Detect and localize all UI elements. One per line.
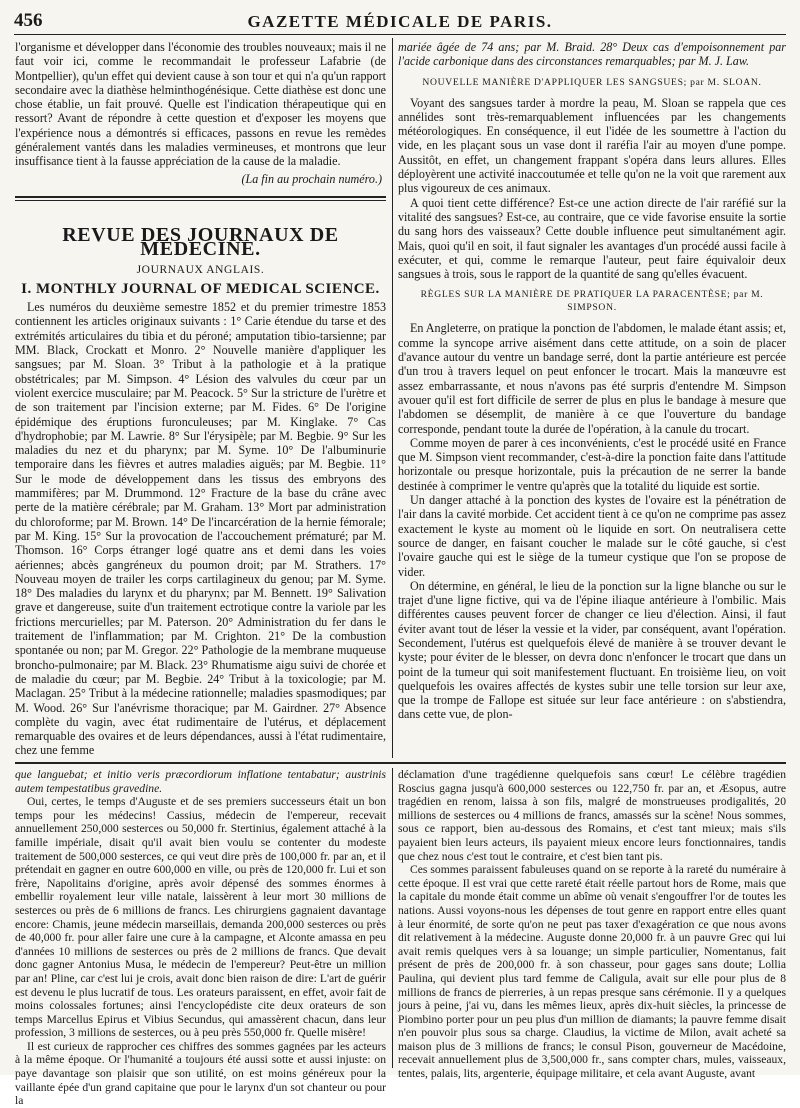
- journal-masthead: GAZETTE MÉDICALE DE PARIS.: [247, 12, 553, 31]
- column-divider: [392, 768, 393, 1068]
- revue-title: REVUE DES JOURNAUX DE MÉDECINE.: [62, 224, 339, 261]
- latin-quote: que languebat; et initio veris præcordiorum inflatione tentabatur; austrinis autem tempestatibus gravedine.: [15, 768, 386, 795]
- feuilleton-left: [15, 768, 386, 1108]
- journal-section-title: I. MONTHLY JOURNAL OF MEDICAL SCIENCE.: [21, 280, 380, 297]
- column-divider: [392, 38, 393, 758]
- sangsues-paragraph: Voyant des sangsues tarder à mordre la peau, M. Sloan se rappela que ces annélides sont très-remarquablement influencées par les changements météorologiques. En conséquence, il eut l'idée de les soumettre à l'action du vide, en les plaçant sous un vase dont il raréfia l'air au moyen d'une pompe. Aussitôt, en effet, un changement frappant s'opéra dans leurs allures. Elles déployèrent une activité inaccoutumée et telle qu'on ne la voit que rarement aux plus vigoureux de ces animaux.: [398, 95, 786, 196]
- continuation-note: (La fin au prochain numéro.): [241, 171, 382, 186]
- section-rule: [15, 196, 386, 198]
- right-column: [398, 40, 786, 756]
- feuilleton-paragraph: Ces sommes paraissent fabuleuses quand on se reporte à la rareté du numéraire à cette époque. Il est vrai que cette rareté était réelle partout hors de Rome, mais que la capitale du monde était comme un abîme où venait s'engouffrer l'or de toutes les nations. Aussi voyons-nous les dépenses de tout genre en rapport entre elles quant à leur énormité, de sorte qu'on ne peut pas taxer d'exagération ce que nous avons dit relativement à la médecine. Auguste donne 20,000 fr. à un pauvre Grec qui lui avait remis quelques vers à sa louange; un simple particulier, Nomentanus, fait présent de près de 200,000 fr. à son chasseur, pour gages sans doute; Lollia Paulina, qui devient plus tard femme de Caligula, avait sur elle pour plus de 8 millions de francs de pierreries, à un repas presque sans cérémonie. Il y a quelques jours à peine, j'ai vu, dans les mêmes lieux, après dix-huit siècles, la princesse de Piombino porter pour un peu plus d'un million de diamants; la pauvre femme disait n'en pouvoir plus sous sa charge. Claudius, la victime de Milon, avait acheté sa maison plus de 3 millions de francs; le consul Pison, gouverneur de Macédoine, recevait annuellement plus de 3,500,000 fr., sans compter chars, mules, vaisseaux, tentes, palais, lits, argenterie, équipage militaire, et cela avant Auguste, avant: [398, 863, 786, 1081]
- revue-subtitle: JOURNAUX ANGLAIS.: [136, 263, 265, 276]
- paracentese-paragraph: En Angleterre, on pratique la ponction de l'abdomen, le malade étant assis; et, comme la syncope arrive aisément dans cette attitude, on a soin de placer d'avance autour du ventre un bandage serré, dont la partie antérieure est percée d'un trou à travers lequel on peut enfoncer le trocart. Mais la manœuvre est assez embarrassante, et nous n'avons pas été surpris d'entendre M. Simpson avouer qu'il est fort difficile de serrer de plus en plus le bandage à mesure que l'abdomen se désemplit, de manière à ce que l'ouverture du bandage corresponde, pendant toute la durée de l'opération, à la canule du trocart.: [398, 321, 786, 436]
- paracentese-heading: RÈGLES SUR LA MANIÈRE DE PRATIQUER LA PARACENTÈSE; par M. SIMPSON.: [420, 289, 764, 314]
- page-number: 456: [14, 10, 43, 31]
- continued-text: mariée âgée de 74 ans; par M. Braid. 28° Deux cas d'empoisonnement par l'acide carbonique dans des circonstances remarquables; par M. J. Law.: [398, 40, 786, 69]
- sangsues-heading: NOUVELLE MANIÈRE D'APPLIQUER LES SANGSUES; par M. SLOAN.: [422, 76, 762, 88]
- feuilleton-paragraph: Il est curieux de rapprocher ces chiffres des sommes gagnées par les acteurs à la même époque. Or l'humanité a toujours été aussi sotte et aussi injuste: on paye davantage son plaisir que son utilité, on est moins généreux pour la vaillante épée d'un grand capitaine que pour le larynx d'un sot chanteur ou pour la: [15, 1039, 386, 1108]
- feuilleton-right: [398, 768, 786, 1081]
- feuilleton-rule: [15, 762, 786, 764]
- sangsues-paragraph: A quoi tient cette différence? Est-ce une action directe de l'air raréfié sur la vitalité des sangsues? Est-ce, au contraire, que ce vide favorise ensuite la sortie du sang hors des vaisseaux? Cette double influence peut simultanément agir. Mais, quoi qu'il en soit, il faut signaler les avantages d'un procédé aussi facile à exécuter, et qui, comme le remarque l'auteur, peut faire équivaloir deux sangsues à trois, sous le rapport de la quantité de sang qu'elles évacuent.: [398, 195, 786, 282]
- paracentese-paragraph: On détermine, en général, le lieu de la ponction sur la ligne blanche ou sur le trajet d'une ligne fictive, qui va de l'épine iliaque antérieure à l'ombilic. Mais différentes causes peuvent forcer de changer ce lieu d'élection. Ainsi, il faut éviter avant tout de léser la vessie et la vider, par conséquent, avant l'opération. Secondement, l'utérus est quelquefois élevé de manière à se trouver devant le kyste; pour éviter de le blesser, on devra donc n'enfoncer le trocart que dans un point de la tumeur qui soit manifestement fluctuant. En troisième lieu, on voit quelquefois les ovaires affectés de kystes subir une telle torsion sur leur axe, que la trompe de Fallope est située sur leur face antérieure : on s'abstiendra, dans cette vue, de plon-: [398, 578, 786, 722]
- page-header: [14, 8, 786, 35]
- left-top-section: [15, 40, 386, 192]
- feuilleton-paragraph: déclamation d'une tragédienne quelquefois sans cœur! Le célèbre tragédien Roscius gagna jusqu'à 600,000 sesterces ou 122,750 fr. par an, et Æsopus, autre tragédien en renom, laissa à son fils, malgré de monstrueuses prodigalités, 20 millions de sesterces ou 4 millions de francs, amassés sur la scène! Nous sommes, sous ce rapport, bien au-dessous des Romains, et c'est tant mieux; mais s'ils payaient bien leurs acteurs, ils payaient mieux encore leurs fonctionnaires, tandis que chez nous c'est tout le contraire, et c'est bien tant pis.: [398, 768, 786, 863]
- article-list-paragraph: Les numéros du deuxième semestre 1852 et du premier trimestre 1853 contiennent les articles originaux suivants : 1° Carie étendue du tarse et des extrémités articulaires du tibia et du péroné; amputation tibio-tarsienne; par MM. Black, Crockatt et Monro. 2° Nouvelle manière d'appliquer les sangsues; par M. Sloan. 3° Tribut à la pathologie et à la pratique obstétricales; par M. Simpson. 4° Lésion des valvules du cœur par un violent exercice musculaire; par M. Peacock. 5° Sur la stricture de l'urètre et de son traitement par l'incision externe; par M. Fides. 6° De l'origine épidémique des éruptions furonculeuses; par M. Kinglake. 7° Cas d'hydrophobie; par M. Lawrie. 8° Sur l'érysipèle; par M. Begbie. 9° Sur les maladies du nez et du pharynx; par M. Syme. 10° De l'albuminurie temporaire dans les fièvres et autres maladies aiguës; par M. Begbie. 11° Sur le mode de développement dans les tissus des embryons des mammifères; par M. Drummond. 12° Fracture de la base du crâne avec perte de la matière cérébrale; par M. Graham. 13° Mort par administration du chloroforme; par M. Brown. 14° De l'incarcération de la hernie fémorale; par M. King. 15° Sur la provocation de l'accouchement prématuré; par M. Thomson. 16° Corps étranger logé quatre ans et demi dans les voies aériennes; abcès gangréneux du poumon droit; par M. Strathers. 17° Nouveau moyen de trailer les corps cartilagineux du genou; par M. Syme. 18° Des maladies du larynx et du pharynx; par M. Bennett. 19° Salivation grave et dangereuse, suite d'un traitement ectrotique contre la variole par les frictions mercurielles; par M. Paterson. 20° Administration du fer dans le traitement de l'inflammation; par M. Crighton. 21° De la combustion spontanée ou non; par M. Gregor. 22° Pathologie de la membrane muqueuse broncho-pulmonaire; par M. Black. 23° Rhumatisme aigu suivi de chorée et de maladie du cœur; par M. Begbie. 24° Tribut à la toxicologie; par M. Maclagan. 25° Tribut à la médecine rationnelle; maladies spasmodiques; par M. Wood. 26° Sur l'anévrisme thoracique; par M. Gairdner. 27° Absence complète du vagin, avec état rudimentaire de l'utérus, et déplacement remarquable des ovaires et de leurs dépendances, aussi à l'état rudimentaire, chez une femme: [15, 300, 386, 758]
- paracentese-paragraph: Un danger attaché à la ponction des kystes de l'ovaire est la pénétration de l'air dans la cavité morbide. Cet accident tient à ce qu'on ne comprime pas assez exactement le kyste au moment où le liquide en sort. On neutralisera cette source de danger, en faisant coucher le malade sur le côté gauche, si c'est l'ovaire gauche qui est le siège de la tumeur cystique que l'on se propose de vider.: [398, 493, 786, 579]
- revue-section: [15, 224, 386, 758]
- intro-paragraph: l'organisme et développer dans l'économie des troubles nouveaux; mais il ne faut voir ici, comme le recommandait le professeur Lafabrie (de Montpellier), qu'un effet qui devient cause à son tour et qui n'a qu'un rapport secondaire avec la diathèse helminthogénésique. Cette diathèse est donc une chose établie, un fait prouvé. Quelle est l'indication thérapeutique qui en ressort? Avant de répondre à cette question et d'exposer les moyens que l'expérience nous a démontrés si efficaces, passons en revue les remèdes généralement vantés dans les maladies vermineuses, et montrons que leur insuffisance tient à la fausse appréciation de la cause de la maladie.: [15, 40, 386, 169]
- feuilleton-paragraph: Oui, certes, le temps d'Auguste et de ses premiers successeurs était un bon temps pour les médecins! Cassius, médecin de l'empereur, recevait annuellement 250,000 sesterces ou 50,000 fr. Stertinius, également attaché à la famille impériale, disait qu'il avait bien voulu se contenter du modeste traitement de 500,000 sesterces, ce qui veut dire près de 100,000 fr. par an, et il prétendait en gagner en outre 600,000 en ville, ou près de 120,000 fr. Lui et son frère, Napolitains d'origine, après avoir dépensé des sommes énormes à embellir royalement leur ville natale, laissèrent à leur mort 30 millions de sesterces ou près de 6 millions de francs. Les chirurgiens gagnaient davantage encore: Chamis, jeune médecin marseillais, demanda 200,000 sesterces ou près de 40,000 fr. pour aller faire une cure à la campagne, et Alconte amassa en peu d'années 10 millions de sesterces ou près de 2 millions de francs. Que devait donc gagner Antonius Musa, le médecin de l'empereur? Peut-être un million par an! Pline, car c'est lui je crois, avait donc bien raison de dire: L'art de guérir est devenu le plus lucratif de tous. Les orateurs paraissent, en effet, avoir fait de moins colossales fortunes; ainsi l'encyclopédiste cite deux orateurs de son temps Marcellus Epirus et Vibius Secundus, qui amassèrent chacun, dans leur profession, 3 millions de sesterces, ou à peu près 550,000 fr. Quelle misère!: [15, 795, 386, 1040]
- paracentese-paragraph: Comme moyen de parer à ces inconvénients, c'est le procédé usité en France que M. Simpson vient recommander, c'est-à-dire la ponction faite dans l'attitude horizontale ou presque horizontale, puis la précaution de ne serrer la bande destinée à comprimer le ventre qu'après que la totalité du liquide est sortie.: [398, 435, 786, 493]
- section-rule: [15, 200, 386, 201]
